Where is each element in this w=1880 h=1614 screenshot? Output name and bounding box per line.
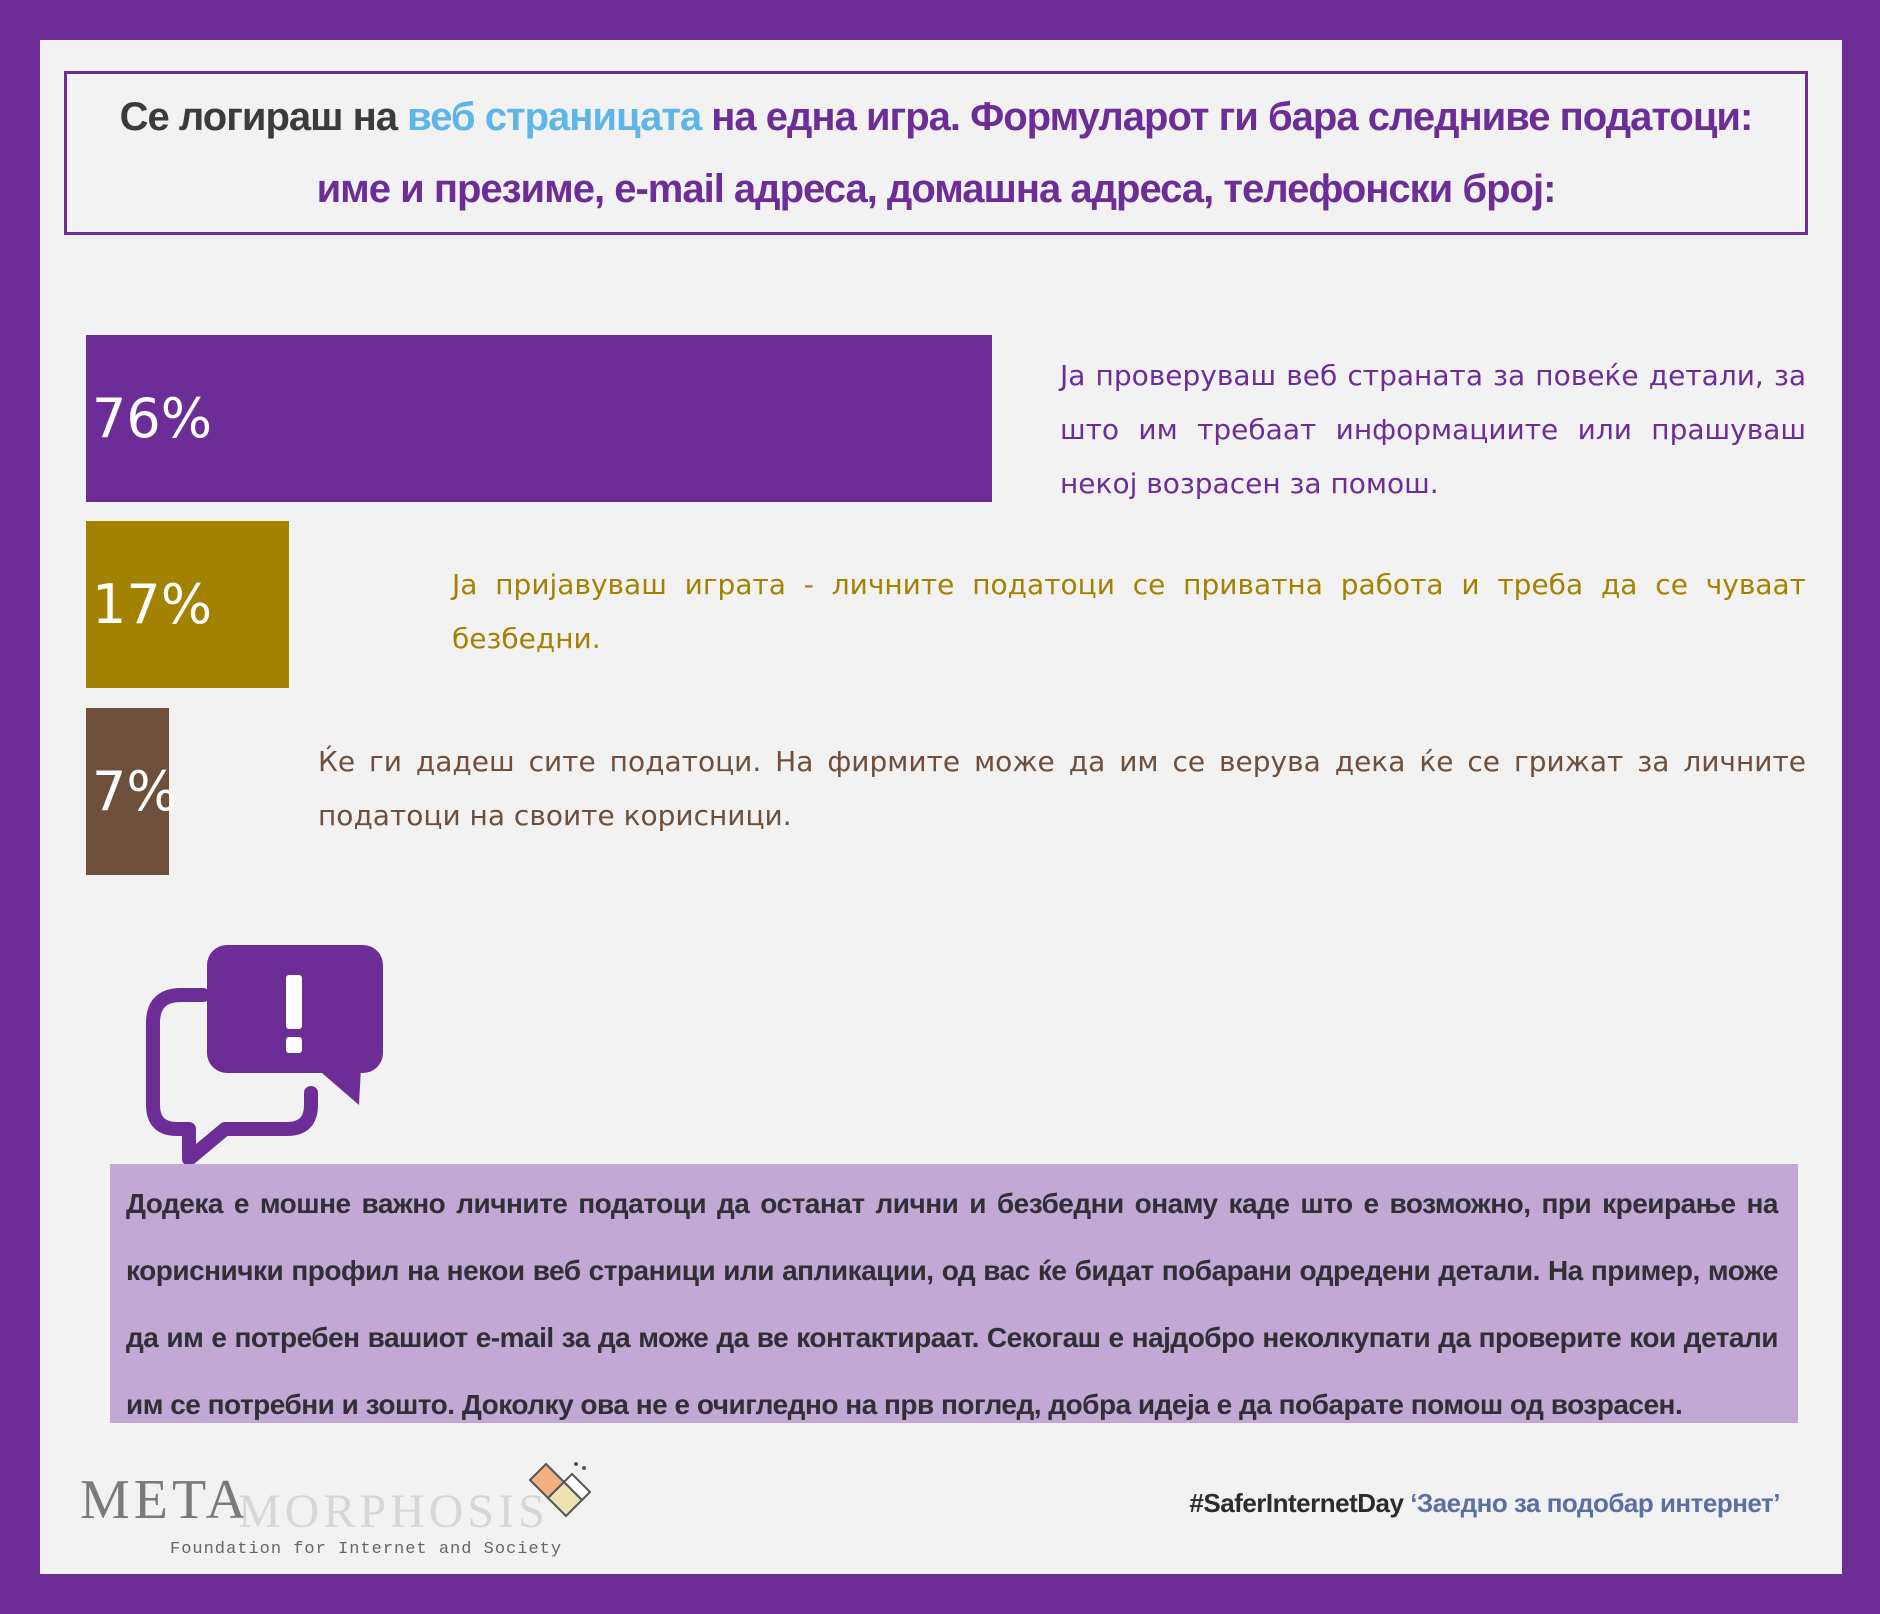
- bar-0: [86, 335, 992, 502]
- question-part-1: Се логираш на: [119, 95, 408, 139]
- footer-hashtag: #SaferInternetDay: [1189, 1488, 1404, 1518]
- logo-subtitle: Foundation for Internet and Society: [170, 1540, 563, 1559]
- info-note: Додека е мошне важно личните податоци да останат лични и безбедни онаму каде што е возможно, при креирање на кориснички профил на некои веб страници или апликации, од вас ќе бидат побарани одредени детали. На пример, може да им е потребен вашиот e-mail за да може да ве контактираат. Секогаш е најдобро неколкупати да проверите кои детали им се потребни и зошто. Доколку ова не е очигледно на прв поглед, добра идеја е да побарате помош од возрасен.: [110, 1164, 1798, 1423]
- bar-value-label-2: 7%: [92, 760, 178, 823]
- bar-1: [86, 521, 289, 688]
- question-line-1: [120, 81, 1753, 153]
- question-part-2: на една игра. Формуларот ги бара следниве податоци:: [701, 95, 1753, 139]
- bar-value-label-0: 76%: [92, 387, 213, 450]
- answer-text-1: Ја пријавуваш играта - личните податоци се приватна работа и треба да се чуваат безбедни.: [452, 568, 1806, 655]
- chat-alert-icon: [145, 945, 395, 1165]
- footer-slogan: ‘Заедно за подобар интернет’: [1410, 1488, 1780, 1518]
- infographic-canvas: [40, 40, 1842, 1574]
- answer-text-0: Ја проверуваш веб страната за повеќе детали, за што им требаат информациите или прашуваш некој возрасен за помош.: [1060, 359, 1806, 500]
- metamorphosis-logo: [80, 1458, 600, 1568]
- question-box: [64, 71, 1808, 235]
- question-line-2: име и презиме, e-mail адреса, домашна адреса, телефонски број:: [316, 167, 1556, 211]
- logo-mark-icon: [528, 1458, 598, 1518]
- answer-text-2: Ќе ги дадеш сите податоци. На фирмите може да им се верува дека ќе се грижат за личните податоци на своите корисници.: [318, 745, 1806, 832]
- question-highlight: веб страницата: [407, 95, 702, 139]
- logo-text-meta: META: [80, 1469, 251, 1531]
- bar-2: [86, 708, 178, 875]
- footer-tagline: [1189, 1488, 1780, 1519]
- bar-value-label-1: 17%: [92, 573, 213, 636]
- logo-text-morphosis: MORPHOSIS: [238, 1485, 549, 1538]
